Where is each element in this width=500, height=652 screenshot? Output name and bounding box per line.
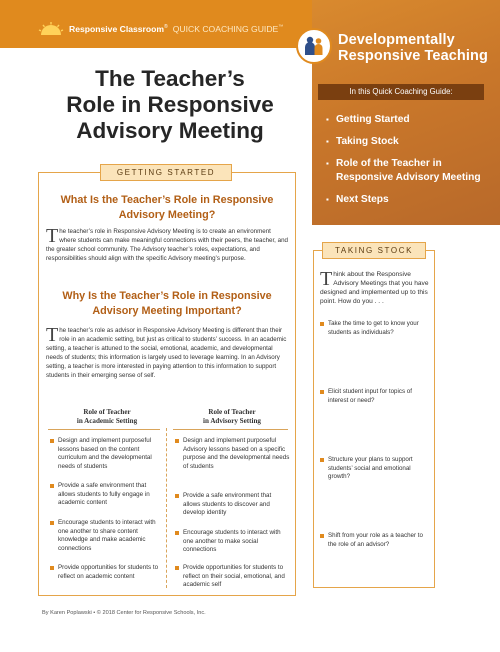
sunrise-logo-icon	[38, 22, 64, 36]
guide-label: QUICK COACHING GUIDE	[172, 24, 279, 34]
toc-item: ▪ Next Steps	[326, 193, 496, 207]
column-divider	[166, 428, 167, 588]
taking-stock-intro	[320, 270, 432, 306]
toc-item: ▪ Taking Stock	[326, 135, 496, 149]
drop-cap: T	[46, 225, 59, 247]
paragraph-text: he teacher’s role as advisor in Responsive Advisory Meeting is different than their role in an academic setting, but just as critical to students’ success. In an academic setting, a teacher is attuned to the social, emotional, academic, and developmental needs of students; this information is largely used to leverage learning. In an Advisory setting, a teacher is more interested in paying attention to this information to support students in their emerging sense of self.	[46, 327, 287, 379]
toc-item: ▪ Getting Started	[326, 113, 496, 127]
drop-cap: T	[320, 268, 333, 290]
list-item: Encourage students to interact with one another to make social connections	[175, 529, 290, 555]
series-title-line1: Developmentally	[338, 32, 455, 48]
column-heading-line: in Academic Setting	[76, 417, 138, 425]
brand-logo-group	[38, 22, 283, 36]
taking-stock-label: TAKING STOCK	[322, 242, 426, 259]
column-heading-academic	[48, 408, 166, 426]
toc-list	[326, 113, 496, 215]
series-title	[338, 32, 498, 64]
reflection-question: Structure your plans to support students’ social and emotional growth?	[320, 456, 432, 482]
paragraph-why	[46, 326, 289, 380]
column-heading-advisory	[173, 408, 291, 426]
paragraph-what	[46, 227, 289, 263]
reflection-question: Shift from your role as a teacher to the role of an advisor?	[320, 532, 432, 549]
footer-credit: By Karen Poplawski • © 2018 Center for Responsive Schools, Inc.	[42, 610, 206, 616]
list-item: Provide a safe environment that allows students to fully engage in academic content	[50, 482, 162, 508]
section-heading-what: What Is the Teacher’s Role in Responsive Advisory Meeting?	[60, 194, 274, 221]
toc-item: ▪ Role of the Teacher in Responsive Advisory Meeting	[326, 157, 496, 185]
section-heading-why: Why Is the Teacher’s Role in Responsive Advisory Meeting Important?	[62, 290, 272, 317]
series-title-line2: Responsive Teaching	[338, 48, 488, 64]
page-title-line: Advisory Meeting	[76, 118, 264, 143]
list-item: Provide opportunities for students to reflect on academic content	[50, 564, 162, 581]
reflection-question: Elicit student input for topics of interest or need?	[320, 388, 432, 405]
list-item: Design and implement purposeful lessons based on the content curriculum and the developmental needs of students	[50, 437, 162, 471]
list-item: Design and implement purposeful Advisory lessons based on a specific purpose and the developmental needs of students	[175, 437, 290, 471]
list-item: Encourage students to interact with one another to share content knowledge and make academic connections	[50, 519, 162, 553]
paragraph-text: he teacher’s role in Responsive Advisory Meeting is to create an environment where students can make meaningful connections with their peers, the teacher, and the greater school community. The Advisory teacher’s roles, expectations, and responsibilities should align with the specific Advisory meeting’s purpose.	[46, 228, 288, 262]
column-heading-line: Role of Teacher	[208, 408, 256, 416]
list-item: Provide opportunities for students to reflect on their social, emotional, and academic self	[175, 564, 290, 590]
toc-heading: In this Quick Coaching Guide:	[318, 84, 484, 100]
page-title-line: Role in Responsive	[66, 92, 274, 117]
page-title-line: The Teacher’s	[95, 66, 245, 91]
brand-trademark: ®	[164, 24, 168, 31]
column-heading-line: in Advisory Setting	[203, 417, 261, 425]
list-item: Provide a safe environment that allows students to discover and develop identity	[175, 492, 290, 518]
two-people-icon	[296, 28, 332, 64]
column-heading-line: Role of Teacher	[83, 408, 131, 416]
guide-trademark: ™	[278, 24, 284, 31]
reflection-question: Take the time to get to know your students as individuals?	[320, 320, 432, 337]
brand-name: Responsive Classroom	[69, 24, 165, 34]
getting-started-label: GETTING STARTED	[100, 164, 232, 181]
drop-cap: T	[46, 324, 59, 346]
column-rule	[173, 429, 288, 430]
column-rule	[48, 429, 160, 430]
page-title	[36, 66, 304, 144]
intro-text: hink about the Responsive Advisory Meetings that you have designed and implemented up to this point. How do you . . .	[320, 271, 429, 305]
